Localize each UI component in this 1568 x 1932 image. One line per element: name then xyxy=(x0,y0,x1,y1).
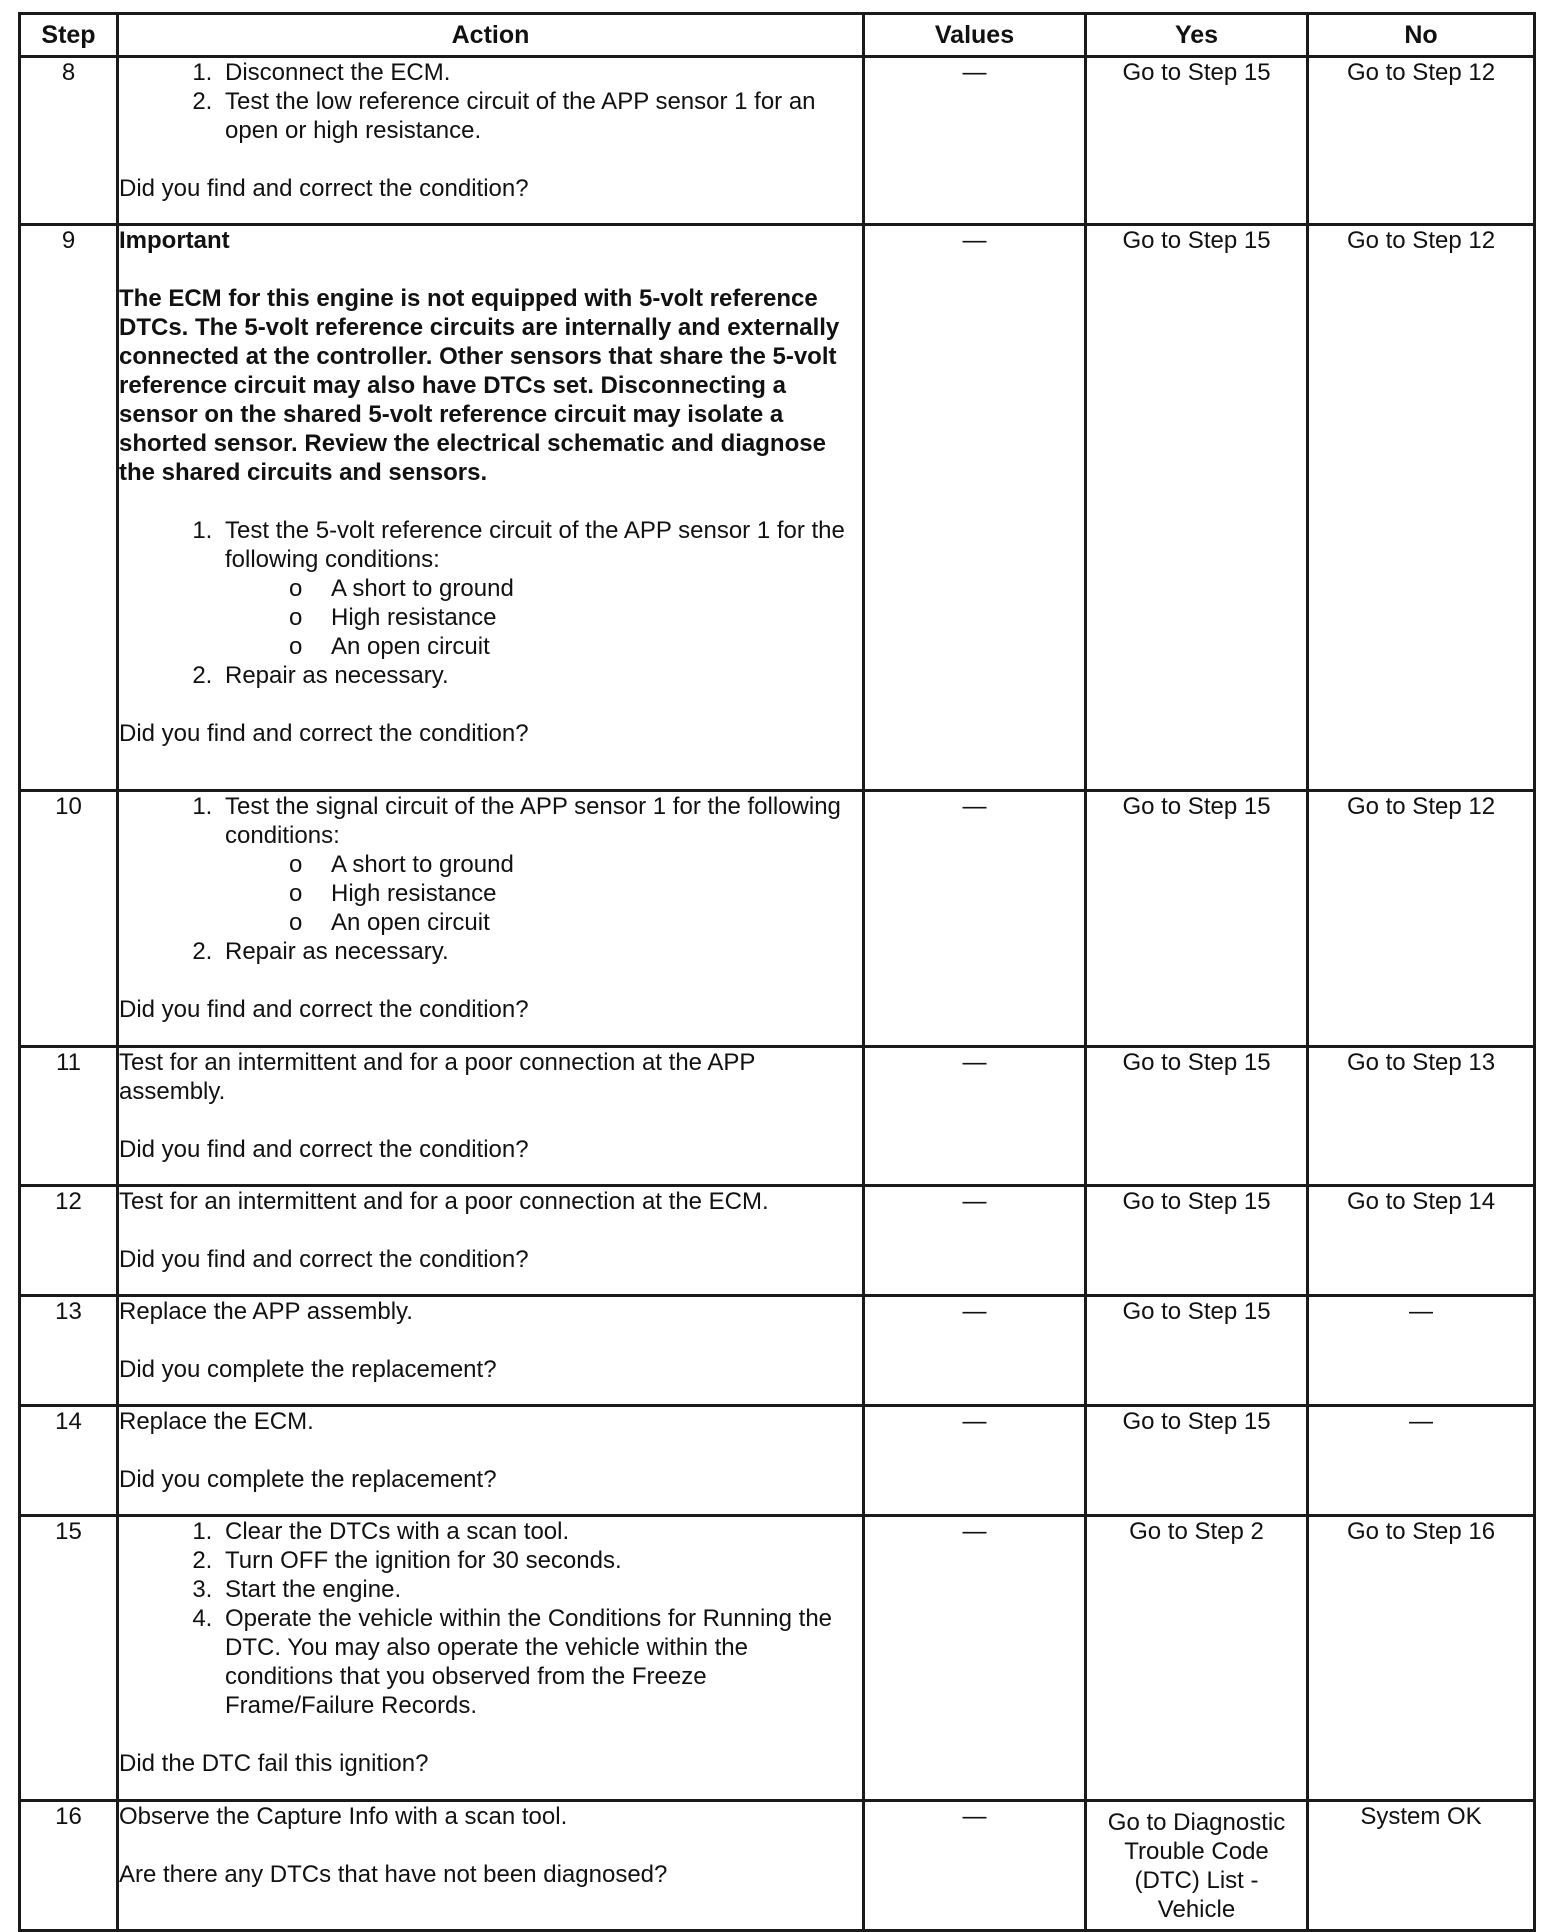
no-cell: Go to Step 12 xyxy=(1308,791,1535,1047)
step-number: 13 xyxy=(20,1296,118,1406)
action-question: Did the DTC fail this ignition? xyxy=(119,1750,429,1777)
condition-item: o An open circuit xyxy=(325,632,862,661)
step-number: 15 xyxy=(20,1516,118,1801)
action-text: Replace the ECM. xyxy=(119,1408,314,1435)
action-text: Replace the APP assembly. xyxy=(119,1298,413,1325)
action-item: 4. Operate the vehicle within the Conditions for Running the DTC. You may also operate the vehicle within the conditions that you observed from the Freeze Frame/Failure Records. xyxy=(219,1604,862,1720)
yes-cell: Go to Step 2 xyxy=(1086,1516,1308,1801)
action-item-text: Test the 5-volt reference circuit of the APP sensor 1 for the following conditions: xyxy=(225,517,845,573)
action-list xyxy=(119,516,862,690)
action-question: Are there any DTCs that have not been diagnosed? xyxy=(119,1861,668,1888)
action-list xyxy=(119,792,862,966)
yes-cell: Go to Step 15 xyxy=(1086,1296,1308,1406)
yes-cell: Go to Step 15 xyxy=(1086,791,1308,1047)
diagnostic-table xyxy=(18,12,1536,1932)
action-item: 3. Start the engine. xyxy=(219,1575,862,1604)
yes-cell: Go to Step 15 xyxy=(1086,57,1308,225)
action-question: Did you find and correct the condition? xyxy=(119,1246,529,1273)
step-number: 10 xyxy=(20,791,118,1047)
values-cell: — xyxy=(864,1406,1086,1516)
step-number: 12 xyxy=(20,1186,118,1296)
header-values: Values xyxy=(864,14,1086,57)
action-cell xyxy=(118,1406,864,1516)
action-item xyxy=(219,792,862,937)
action-item: 1. Disconnect the ECM. xyxy=(219,58,862,87)
action-question: Did you find and correct the condition? xyxy=(119,1136,529,1163)
action-question: Did you find and correct the condition? xyxy=(119,996,529,1023)
action-item: 2. Turn OFF the ignition for 30 seconds. xyxy=(219,1546,862,1575)
values-cell: — xyxy=(864,1186,1086,1296)
no-cell: Go to Step 13 xyxy=(1308,1047,1535,1186)
action-cell xyxy=(118,225,864,791)
action-cell xyxy=(118,1047,864,1186)
action-item: 2. Repair as necessary. xyxy=(219,937,862,966)
action-list xyxy=(119,1517,862,1720)
values-cell: — xyxy=(864,1516,1086,1801)
no-cell: Go to Step 12 xyxy=(1308,225,1535,791)
action-item: 2. Repair as necessary. xyxy=(219,661,862,690)
action-cell xyxy=(118,791,864,1047)
table-row xyxy=(20,1406,1535,1516)
action-question: Did you complete the replacement? xyxy=(119,1466,497,1493)
action-cell xyxy=(118,1186,864,1296)
table-row xyxy=(20,791,1535,1047)
condition-item: o A short to ground xyxy=(325,850,862,879)
action-text: Test for an intermittent and for a poor connection at the APP assembly. xyxy=(119,1049,755,1105)
important-title: Important xyxy=(119,227,230,254)
action-cell xyxy=(118,1801,864,1931)
no-cell: Go to Step 16 xyxy=(1308,1516,1535,1801)
no-cell: — xyxy=(1308,1406,1535,1516)
values-cell: — xyxy=(864,1047,1086,1186)
action-cell xyxy=(118,1516,864,1801)
table-row xyxy=(20,1296,1535,1406)
yes-cell: Go to Step 15 xyxy=(1086,1406,1308,1516)
condition-item: o High resistance xyxy=(325,879,862,908)
table-row xyxy=(20,57,1535,225)
step-number: 11 xyxy=(20,1047,118,1186)
no-cell: System OK xyxy=(1308,1801,1535,1931)
header-step: Step xyxy=(20,14,118,57)
condition-item: o A short to ground xyxy=(325,574,862,603)
table-row xyxy=(20,225,1535,791)
yes-cell: Go to Step 15 xyxy=(1086,225,1308,791)
header-row xyxy=(20,14,1535,57)
important-text: The ECM for this engine is not equipped with 5-volt reference DTCs. The 5-volt reference circuits are internally and externally connected at the controller. Other sensors that share the 5-volt reference circuit may also have DTCs set. Disconnecting a sensor on the shared 5-volt reference circuit may isolate a shorted sensor. Review the electrical schematic and diagnose the shared circuits and sensors. xyxy=(119,285,840,486)
action-item: 2. Test the low reference circuit of the APP sensor 1 for an open or high resistance. xyxy=(219,87,862,145)
action-item-text: Test the signal circuit of the APP sensor 1 for the following conditions: xyxy=(225,793,841,849)
yes-cell: Go to Step 15 xyxy=(1086,1047,1308,1186)
no-cell: Go to Step 14 xyxy=(1308,1186,1535,1296)
values-cell: — xyxy=(864,1296,1086,1406)
values-cell: — xyxy=(864,791,1086,1047)
no-cell: — xyxy=(1308,1296,1535,1406)
action-list xyxy=(119,58,862,145)
header-yes: Yes xyxy=(1086,14,1308,57)
action-text: Observe the Capture Info with a scan tool. xyxy=(119,1803,568,1830)
table-row xyxy=(20,1801,1535,1931)
yes-cell: Go to Step 15 xyxy=(1086,1186,1308,1296)
yes-cell: Go to Diagnostic Trouble Code (DTC) List - Vehicle xyxy=(1086,1801,1308,1931)
values-cell: — xyxy=(864,1801,1086,1931)
header-no: No xyxy=(1308,14,1535,57)
step-number: 8 xyxy=(20,57,118,225)
condition-item: o An open circuit xyxy=(325,908,862,937)
action-question: Did you find and correct the condition? xyxy=(119,720,529,747)
action-text: Test for an intermittent and for a poor connection at the ECM. xyxy=(119,1188,769,1215)
values-cell: — xyxy=(864,57,1086,225)
header-action: Action xyxy=(118,14,864,57)
action-question: Did you complete the replacement? xyxy=(119,1356,497,1383)
step-number: 16 xyxy=(20,1801,118,1931)
values-cell: — xyxy=(864,225,1086,791)
action-item xyxy=(219,516,862,661)
action-question: Did you find and correct the condition? xyxy=(119,175,529,202)
condition-list xyxy=(225,850,862,937)
action-cell xyxy=(118,57,864,225)
action-item: 1. Clear the DTCs with a scan tool. xyxy=(219,1517,862,1546)
no-cell: Go to Step 12 xyxy=(1308,57,1535,225)
table-row xyxy=(20,1047,1535,1186)
condition-list xyxy=(225,574,862,661)
table-row xyxy=(20,1186,1535,1296)
step-number: 9 xyxy=(20,225,118,791)
action-cell xyxy=(118,1296,864,1406)
table-row xyxy=(20,1516,1535,1801)
step-number: 14 xyxy=(20,1406,118,1516)
condition-item: o High resistance xyxy=(325,603,862,632)
